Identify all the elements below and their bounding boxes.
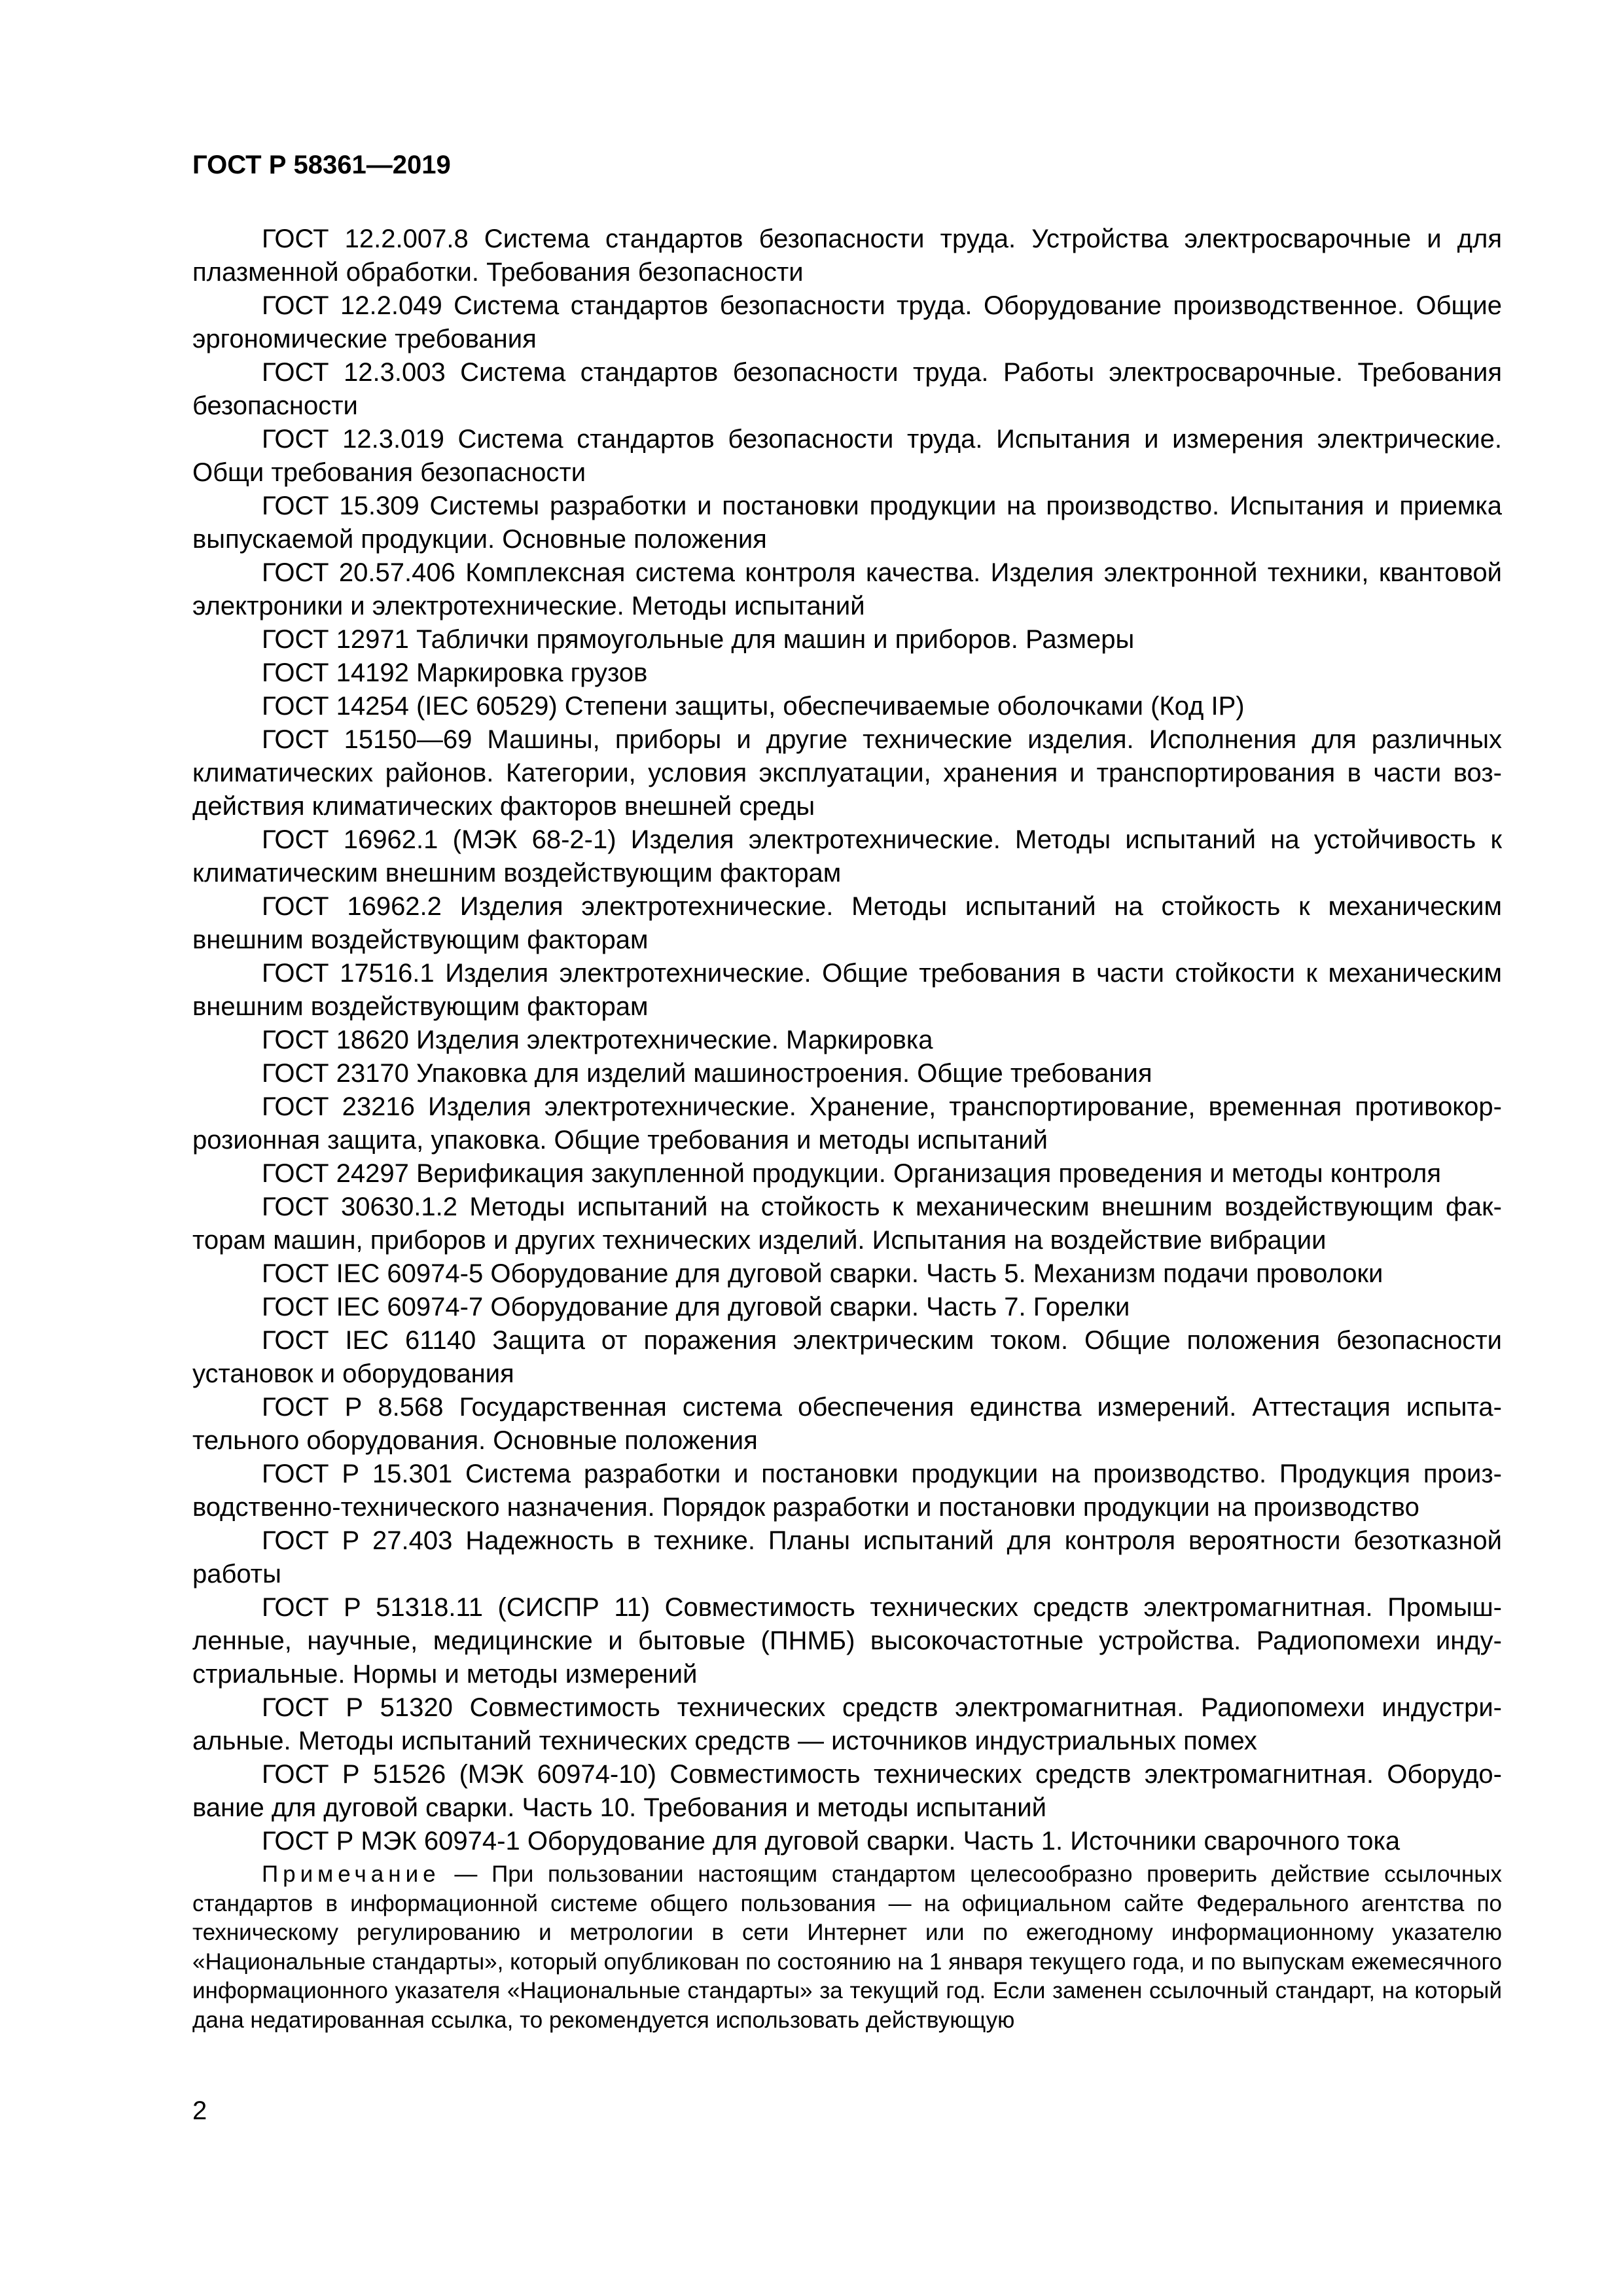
reference-item: ГОСТ 12.3.019 Система стандартов безопасности труда. Испытания и измерения электрические. Общи требования безопасности: [192, 425, 1502, 487]
document-code-header: ГОСТ Р 58361—2019: [192, 151, 451, 179]
reference-item: ГОСТ 16962.1 (МЭК 68-2-1) Изделия электротехнические. Методы испытаний на устойчивость к климатическим внешним воздействующим факторам: [192, 825, 1502, 888]
reference-item: ГОСТ Р МЭК 60974-1 Оборудование для дуговой сварки. Часть 1. Источники сварочного тока: [262, 1827, 1400, 1856]
reference-item: ГОСТ 12971 Таблички прямоугольные для машин и приборов. Размеры: [262, 625, 1135, 654]
reference-item: ГОСТ IEC 61140 Защита от поражения электрическим током. Общие положения безопасности установок и оборудования: [192, 1326, 1502, 1388]
reference-item: ГОСТ IEC 60974-5 Оборудование для дуговой сварки. Часть 5. Механизм подачи проволоки: [262, 1259, 1383, 1288]
reference-item: ГОСТ 23216 Изделия электротехнические. Хранение, транспортирование, временная противокоррозионная защита, упаковка. Общие требования и методы испытаний: [192, 1092, 1502, 1155]
note-text: — При пользовании настоящим стандартом целесообразно проверить действие ссылочных стандартов в информационной системе общего пользования — на официальном сайте Федерального агентства по техническому регулированию и метрологии в сети Интернет или по ежегодному информационному указателю «Национальные стандарты», который опубликован по состоянию на 1 января текущего года, и по выпускам ежемесячного информационного указателя «Национальные стандарты» за текущий год. Если заменен ссылочный стандарт, на который дана недатированная ссылка, то рекомендуется использовать действующую: [192, 1861, 1502, 2033]
reference-item: ГОСТ Р 15.301 Система разработки и постановки продукции на производство. Продукция производственно-технического назначения. Порядок разработки и постановки продукции на производство: [192, 1460, 1502, 1522]
note-paragraph: [192, 1860, 1502, 2035]
reference-item: ГОСТ 20.57.406 Комплексная система контроля качества. Изделия электронной техники, квантовой электроники и электротехнические. Методы испытаний: [192, 558, 1502, 620]
reference-item: ГОСТ 15.309 Системы разработки и постановки продукции на производство. Испытания и приемка выпускаемой продукции. Основные положения: [192, 492, 1502, 554]
reference-item: ГОСТ 12.3.003 Система стандартов безопасности труда. Работы электросварочные. Требования безопасности: [192, 358, 1502, 420]
reference-item: ГОСТ 30630.1.2 Методы испытаний на стойкость к механическим внешним воздействующим факторам машин, приборов и других технических изделий. Испытания на воздействие вибрации: [192, 1193, 1502, 1255]
normative-references-list: [192, 223, 1502, 1858]
reference-item: ГОСТ 15150—69 Машины, приборы и другие технические изделия. Исполнения для различных климатических районов. Категории, условия эксплуатации, хранения и транспортирования в части воздействия климатических факторов внешней среды: [192, 725, 1502, 821]
page-number: 2: [192, 2096, 207, 2125]
reference-item: ГОСТ 12.2.049 Система стандартов безопасности труда. Оборудование производственное. Общие эргономические требования: [192, 291, 1502, 353]
reference-item: ГОСТ Р 51318.11 (СИСПР 11) Совместимость технических средств электромагнитная. Промышленные, научные, медицинские и бытовые (ПНМБ) высокочастотные устройства. Радиопомехи индустриальные. Нормы и методы измерений: [192, 1593, 1502, 1689]
reference-item: ГОСТ Р 51526 (МЭК 60974-10) Совместимость технических средств электромагнитная. Оборудование для дуговой сварки. Часть 10. Требования и методы испытаний: [192, 1760, 1502, 1822]
reference-item: ГОСТ 12.2.007.8 Система стандартов безопасности труда. Устройства электросварочные и для плазменной обработки. Требования безопасности: [192, 224, 1502, 287]
reference-item: ГОСТ 17516.1 Изделия электротехнические. Общие требования в части стойкости к механическим внешним воздействующим факторам: [192, 959, 1502, 1021]
reference-item: ГОСТ Р 51320 Совместимость технических средств электромагнитная. Радиопомехи индустриальные. Методы испытаний технических средств — источников индустриальных помех: [192, 1693, 1502, 1755]
reference-item: ГОСТ 24297 Верификация закупленной продукции. Организация проведения и методы контроля: [262, 1159, 1442, 1188]
reference-item: ГОСТ 14254 (IEC 60529) Степени защиты, обеспечиваемые оболочками (Код IP): [262, 692, 1245, 721]
reference-item: ГОСТ IEC 60974-7 Оборудование для дуговой сварки. Часть 7. Горелки: [262, 1293, 1130, 1321]
note-label: Примечание: [262, 1861, 440, 1887]
reference-item: ГОСТ Р 27.403 Надежность в технике. Планы испытаний для контроля вероятности безотказной работы: [192, 1526, 1502, 1588]
reference-item: ГОСТ 23170 Упаковка для изделий машиностроения. Общие требования: [262, 1059, 1152, 1088]
reference-item: ГОСТ 18620 Изделия электротехнические. Маркировка: [262, 1026, 933, 1054]
reference-item: ГОСТ 14192 Маркировка грузов: [262, 658, 648, 687]
reference-item: ГОСТ Р 8.568 Государственная система обеспечения единства измерений. Аттестация испытательного оборудования. Основные положения: [192, 1393, 1502, 1455]
reference-item: ГОСТ 16962.2 Изделия электротехнические. Методы испытаний на стойкость к механическим внешним воздействующим факторам: [192, 892, 1502, 954]
